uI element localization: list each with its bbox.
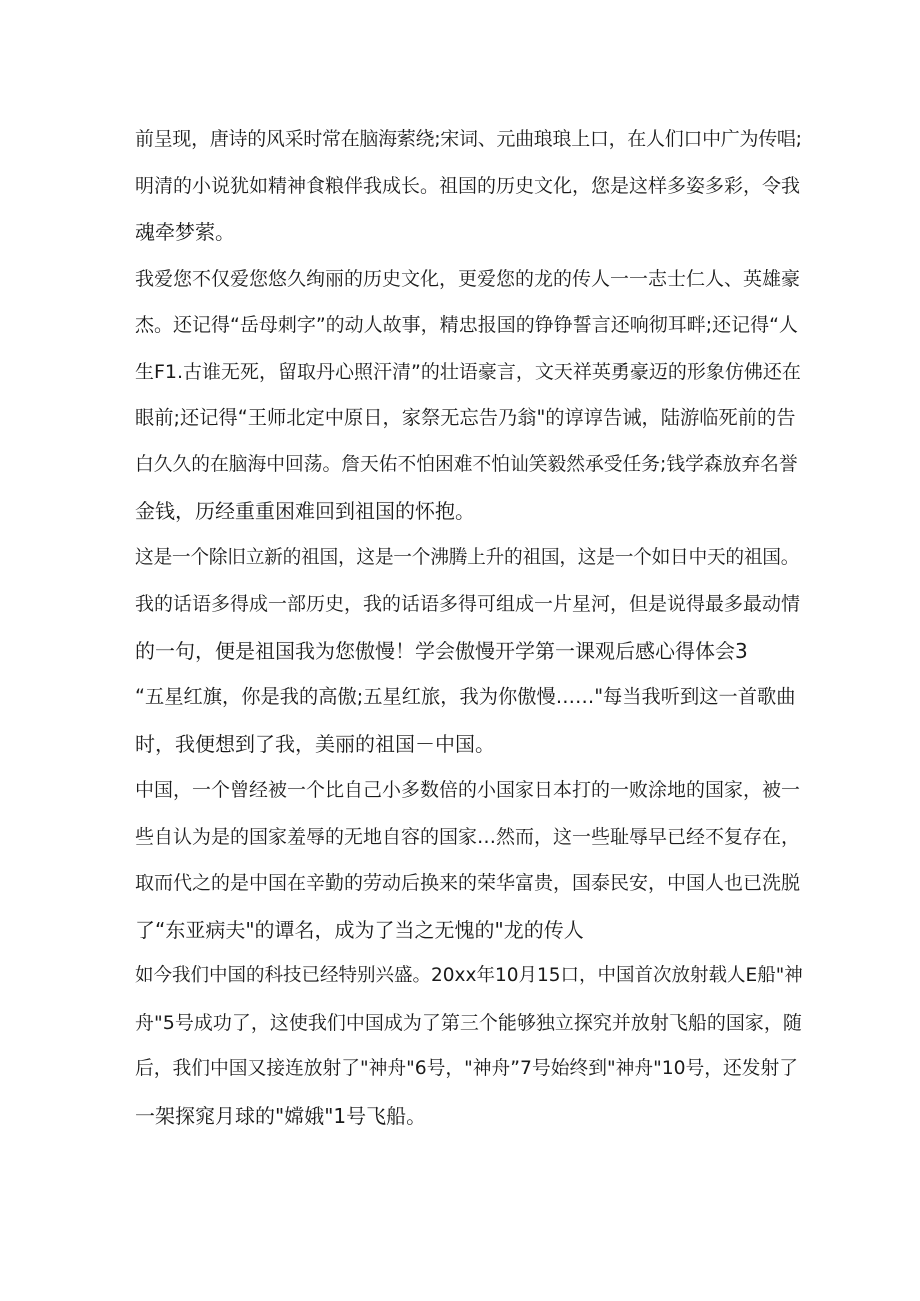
text-line: 魂牵梦萦。 xyxy=(135,220,235,244)
text-line: 杰。还记得“岳母刺字”的动人故事，精忠报国的铮铮誓言还响彻耳畔;还记得“人 xyxy=(135,314,798,336)
text-line: 的一句，便是祖国我为您傲慢！学会傲慢开学第一课观后感心得体会3 xyxy=(135,638,748,663)
text-line: 明清的小说犹如精神食粮伴我成长。祖国的历史文化，您是这样多姿多彩，令我 xyxy=(135,174,801,197)
text-line: 舟"5号成功了，这使我们中国成为了第三个能够独立探究并放射飞船的国家，随 xyxy=(135,1011,802,1034)
text-line: 了“东亚病夫"的谭名，成为了当之无愧的"龙的传人 xyxy=(135,917,584,942)
text-line: 后，我们中国又接连放射了"神舟"6号，"神舟”7号始终到"神舟"10号，还发射了 xyxy=(135,1058,799,1079)
text-line: 前呈现，唐诗的风采时常在脑海萦绕;宋词、元曲琅琅上口，在人们口中广为传唱; xyxy=(135,128,802,150)
text-line: 白久久的在脑海中回荡。詹天佑不怕困难不怕讪笑毅然承受任务;钱学森放弃名誉 xyxy=(135,453,798,475)
text-line: 我爱您不仅爱您悠久绚丽的历史文化，更爱您的龙的传人一一志士仁人、英雄豪 xyxy=(135,267,801,290)
text-line: 金钱，历经重重困难回到祖国的怀抱。 xyxy=(135,499,475,523)
text-line: 一架探窕月球的"嫦娥"1号飞船。 xyxy=(135,1103,427,1128)
essay-body xyxy=(135,116,803,1139)
text-line: 中国，一个曾经被一个比自己小多数倍的小国家日本打的一败涂地的国家，被一 xyxy=(135,779,801,801)
text-line: 取而代之的是中国在辛勤的劳动后换来的荣华富贵，国泰民安，中国人也已洗脱 xyxy=(135,872,801,894)
text-line: 生F1.古谁无死，留取丹心照汗清”的壮语豪言，文天祥英勇豪迈的形象仿佛还在 xyxy=(135,360,801,383)
text-line: “五星红旗，你是我的高傲;五星红旅，我为你傲慢……"每当我听到这一首歌曲 xyxy=(135,685,796,708)
text-line: 这是一个除旧立新的祖国，这是一个沸腾上升的祖国，这是一个如日中天的祖国。 xyxy=(135,546,800,568)
text-line: 如今我们中国的科技已经特别兴盛。20xx年10月15口，中国首次放射载人E船"神 xyxy=(135,965,803,986)
text-line: 些自认为是的国家羞辱的无地自容的国家…然而，这一些耻辱早已经不复存在， xyxy=(135,825,801,848)
text-line: 眼前;还记得“王师北定中原日，家祭无忘告乃翁"的谆谆告诫，陆游临死前的告 xyxy=(135,406,796,429)
text-line: 时，我便想到了我，美丽的祖国－中国。 xyxy=(135,731,495,756)
text-line: 我的话语多得成一部历史，我的话语多得可组成一片星河，但是说得最多最动情 xyxy=(135,593,801,615)
